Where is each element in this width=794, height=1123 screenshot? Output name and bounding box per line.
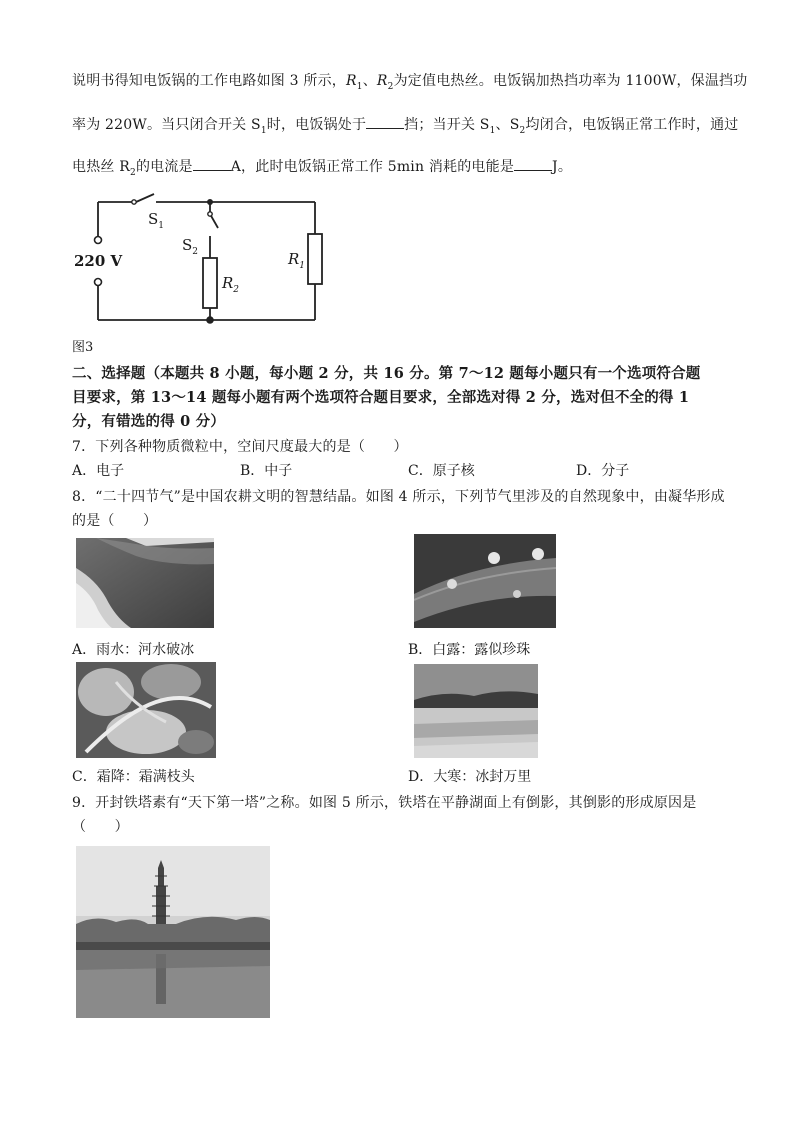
answer-blank-3[interactable] [514, 156, 552, 171]
photo-frozen-lake [414, 664, 538, 758]
s2-label: $S_2$ [182, 236, 199, 257]
figure-3-caption: 图3 [72, 340, 94, 355]
section2-line-3: 分，有错选的得 0 分） [72, 413, 226, 430]
intro-line-3: 电热丝 $R_2$的电流是 A，此时电饭锅正常工作 5min 消耗的电能是 J。 [72, 156, 572, 178]
q8-stem-1: 8．“二十四节气”是中国农耕文明的智慧结晶。如图 4 所示，下列节气里涉及的自然现象中，由凝华形成 [72, 489, 725, 505]
intro-line-2: 率为 220W。当只闭合开关 $S_1$时，电饭锅处于 挡；当开关 $S_1$、$S_2$均闭合，电饭锅正常工作时，通过 [72, 114, 738, 136]
photo-dew-drops [414, 534, 556, 628]
q8-option-d[interactable]: D．大寒：冰封万里 [408, 769, 532, 785]
q8-option-a[interactable]: A．雨水：河水破冰 [72, 642, 195, 658]
photo-river-ice [76, 538, 214, 628]
q9-stem-1: 9．开封铁塔素有“天下第一塔”之称。如图 5 所示，铁塔在平静湖面上有倒影，其倒影的形成原因是 [72, 795, 697, 811]
q7-option-d[interactable]: D．分子 [576, 463, 630, 479]
section2-line-2: 目要求，第 13～14 题每小题有两个选项符合题目要求，全部选对得 2 分，选对但不全的得 1 [72, 389, 690, 406]
q9-stem-2: （ ） [72, 819, 129, 835]
r2-label: $R_2$ [222, 274, 240, 295]
photo-frost-branch [76, 662, 216, 758]
answer-blank-2[interactable] [193, 156, 231, 171]
q7-option-c[interactable]: C．原子核 [408, 463, 475, 479]
r1-label: $R_1$ [288, 250, 306, 271]
q8-option-c[interactable]: C．霜降：霜满枝头 [72, 769, 195, 785]
answer-blank-1[interactable] [366, 114, 404, 129]
q7-stem: 7．下列各种物质微粒中，空间尺度最大的是（ ） [72, 439, 408, 455]
s1-label: $S_1$ [148, 210, 165, 231]
q8-option-b[interactable]: B．白露：露似珍珠 [408, 642, 531, 658]
circuit-diagram [70, 190, 330, 330]
photo-iron-pagoda [76, 846, 270, 1018]
q7-option-a[interactable]: A．电子 [72, 463, 125, 479]
voltage-label: 220 V [74, 252, 123, 270]
intro-line-1: 说明书得知电饭锅的工作电路如图 3 所示，$R_1$、$R_2$为定值电热丝。电饭锅加热挡功率为 1100W，保温挡功 [72, 73, 748, 92]
q7-option-b[interactable]: B．中子 [240, 463, 293, 479]
q8-stem-2: 的是（ ） [72, 513, 158, 529]
section2-line-1: 二、选择题（本题共 8 小题，每小题 2 分，共 16 分。第 7～12 题每小题只有一个选项符合题 [72, 365, 701, 382]
